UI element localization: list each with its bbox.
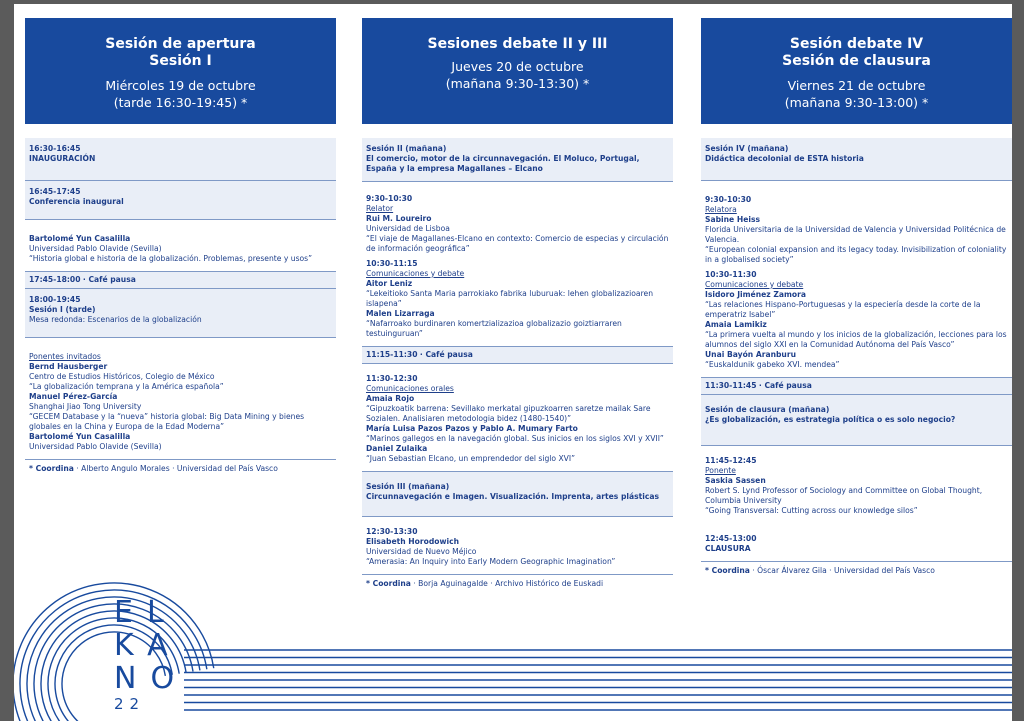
coordinator-text: · Borja Aguinagalde · Archivo Histórico de Euskadi <box>413 579 604 588</box>
speaker-name: Bernd Hausberger <box>29 362 108 371</box>
session2-block <box>362 138 673 182</box>
speaker-institution: Universidad Pablo Olavide (Sevilla) <box>29 442 162 451</box>
coordinator-text: · Alberto Angulo Morales · Universidad del País Vasco <box>76 464 278 473</box>
role-label: Comunicaciones y debate <box>705 280 804 289</box>
coordinator-label: * Coordina <box>705 566 750 575</box>
role-label: Ponentes invitados <box>29 352 101 361</box>
logo-line-4: 22 <box>114 695 146 713</box>
speaker-institution: Florida Universitaria de la Universidad de Valencia y Universidad Politécnica de Valencia. <box>705 225 1006 244</box>
speaker-name: Aitor Leniz <box>366 279 413 288</box>
coordinator-line <box>25 460 336 478</box>
speaker-institution: Centro de Estudios Históricos, Colegio de México <box>29 372 215 381</box>
speaker-name: Bartolomé Yun Casalilla <box>29 234 131 243</box>
day2-date: Jueves 20 de octubre <box>451 59 584 74</box>
block-title: Sesión II (mañana) <box>366 144 447 153</box>
block-time: 10:30-11:30 <box>705 270 757 279</box>
speaker-institution: Shanghai Jiao Tong University <box>29 402 142 411</box>
block-description: Circunnavegación e Imagen. Visualización. Imprenta, artes plásticas <box>366 492 660 501</box>
block-title: · Café pausa <box>758 381 812 390</box>
speaker-institution: Robert S. Lynd Professor of Sociology and Committee on Global Thought, Columbia University <box>705 486 983 505</box>
speaker-name: María Luisa Pazos Pazos y Pablo A. Mumary Farto <box>366 424 578 433</box>
talk-title: “Going Transversal: Cutting across our knowledge silos” <box>705 506 918 515</box>
block-title: · Café pausa <box>82 275 136 284</box>
block-title: Sesión III (mañana) <box>366 482 450 491</box>
role-label: Ponente <box>705 466 736 475</box>
day2-header <box>362 18 673 124</box>
logo-line-2: KA <box>114 628 182 663</box>
block-title: Sesión de clausura (mañana) <box>705 405 830 414</box>
speaker-name: Elisabeth Horodowich <box>366 537 460 546</box>
speaker-institution: Universidad de Lisboa <box>366 224 450 233</box>
coffee-break-block <box>25 272 336 289</box>
coordinator-label: * Coordina <box>29 464 74 473</box>
closing-session-block <box>701 395 1012 446</box>
role-label: Relator <box>366 204 394 213</box>
block-time: 17:45-18:00 <box>29 275 81 284</box>
speaker-name: Amaia Lamikiz <box>705 320 767 329</box>
coordinator-label: * Coordina <box>366 579 411 588</box>
day3-title: Sesión debate IV <box>789 36 924 52</box>
talk-title: “La primera vuelta al mundo y los inicios de la globalización, lecciones para los alumnos del siglo XXI en la Comunidad Autónoma del País Vasco” <box>705 330 1007 349</box>
inauguration-block <box>25 138 336 181</box>
talk-title: “Gipuzkoatik barrena: Sevillako merkatal gipuzkoarren saretze mailak Sare Sozialen. Analisiaren metodologia bidez (1480-1540)” <box>366 404 651 423</box>
block-time: 10:30-11:15 <box>366 259 418 268</box>
keynote-speaker-block <box>25 220 336 272</box>
block-time: 12:30-13:30 <box>366 527 418 536</box>
talk-title: “Historia global e historia de la globalización. Problemas, presente y usos” <box>29 254 313 263</box>
block-description: Mesa redonda: Escenarios de la globalización <box>29 315 202 324</box>
block-time: 11:30-11:45 <box>705 381 757 390</box>
coffee-break-block <box>701 378 1012 395</box>
keynote-block <box>25 181 336 220</box>
speaker-institution: Universidad de Nuevo Méjico <box>366 547 477 556</box>
logo-line-1: EL <box>114 595 178 630</box>
role-label: Comunicaciones y debate <box>366 269 465 278</box>
relatora-block <box>701 181 1012 378</box>
speaker-institution: Universidad Pablo Olavide (Sevilla) <box>29 244 162 253</box>
day3-header <box>701 18 1012 124</box>
block-time: 11:15-11:30 <box>366 350 418 359</box>
oral-communications-block <box>362 364 673 472</box>
speaker-name: Daniel Zulaika <box>366 444 428 453</box>
day1-time: (tarde 16:30-19:45) * <box>113 95 248 110</box>
session4-block <box>701 138 1012 181</box>
block-title: · Café pausa <box>419 350 473 359</box>
day3-date: Viernes 21 de octubre <box>787 78 926 93</box>
speaker-name: Malen Lizarraga <box>366 309 435 318</box>
block-title: Conferencia inaugural <box>29 197 124 206</box>
day1-date: Miércoles 19 de octubre <box>105 78 256 93</box>
relator-block <box>362 182 673 347</box>
block-time: 18:00-19:45 <box>29 295 81 304</box>
block-description: ¿Es globalización, es estrategia política o es solo negocio? <box>705 415 956 424</box>
coordinator-text: · Óscar Álvarez Gila · Universidad del País Vasco <box>752 566 935 575</box>
block-title: Sesión I (tarde) <box>29 305 96 314</box>
block-time: 9:30-10:30 <box>705 195 752 204</box>
talk-title: “Marinos gallegos en la navegación global. Sus inicios en los siglos XVI y XVII” <box>366 434 664 443</box>
program-sheet <box>14 4 1012 721</box>
block-title: Sesión IV (mañana) <box>705 144 789 153</box>
talk-title: “Nafarroako burdinaren komertzializazioa globalizazio goiztiarraren testuinguruan” <box>366 319 622 338</box>
day3-time: (mañana 9:30-13:00) * <box>784 95 929 110</box>
speaker-name: Sabine Heiss <box>705 215 760 224</box>
talk-title: “GECEM Database y la “nueva” historia global: Big Data Mining y bienes globales en la China y Europa de la Edad Moderna” <box>29 412 305 431</box>
talk-title: “El viaje de Magallanes-Elcano en contexto: Comercio de especias y circulación de información geográfica” <box>366 234 669 253</box>
day1-header <box>25 18 336 124</box>
day2-title: Sesiones debate II y III <box>427 36 608 52</box>
speaker-name: Unai Bayón Aranburu <box>705 350 796 359</box>
talk-title: “Lekeitioko Santa Maria parrokiako fabrika luburuak: lehen globalizazioaren islapena” <box>366 289 654 308</box>
block-time: 16:45-17:45 <box>29 187 81 196</box>
talk-title: “La globalización temprana y la América española” <box>29 382 224 391</box>
speaker-name: Saskia Sassen <box>705 476 766 485</box>
block-title: INAUGURACIÓN <box>29 154 96 163</box>
day1-subtitle: Sesión I <box>149 53 212 69</box>
column-day1 <box>25 18 336 478</box>
day2-time: (mañana 9:30-13:30) * <box>445 76 590 91</box>
talk-title: “Juan Sebastian Elcano, un emprendedor del siglo XVI” <box>366 454 576 463</box>
block-time: 11:45-12:45 <box>705 456 757 465</box>
invited-speakers-block <box>25 338 336 460</box>
logo-line-3: NO <box>114 661 189 696</box>
speaker-name: Amaia Rojo <box>366 394 415 403</box>
speaker-name: Manuel Pérez-García <box>29 392 118 401</box>
speaker-name: Rui M. Loureiro <box>366 214 432 223</box>
session1-block <box>25 289 336 338</box>
talk-title: “Euskaldunik gabeko XVI. mendea” <box>705 360 840 369</box>
coffee-break-block <box>362 347 673 364</box>
block-description: Didáctica decolonial de ESTA historia <box>705 154 864 163</box>
talk-title: “Amerasia: An Inquiry into Early Modern Geographic Imagination” <box>366 557 616 566</box>
column-day2 <box>362 18 673 593</box>
block-title: CLAUSURA <box>705 544 751 553</box>
talk-title: “Las relaciones Hispano-Portuguesas y la especiería desde la corte de la emperatriz Isabel” <box>705 300 981 319</box>
block-time: 16:30-16:45 <box>29 144 81 153</box>
speaker-name: Bartolomé Yun Casalilla <box>29 432 131 441</box>
day1-title: Sesión de apertura <box>105 36 256 52</box>
talk-title: “European colonial expansion and its legacy today. Invisibilization of coloniality in a globalised society” <box>705 245 1007 264</box>
role-label: Relatora <box>705 205 737 214</box>
block-time: 9:30-10:30 <box>366 194 413 203</box>
day3-subtitle: Sesión de clausura <box>782 53 931 69</box>
column-day3 <box>701 18 1012 580</box>
block-time: 12:45-13:00 <box>705 534 757 543</box>
elcano-logo <box>114 596 188 713</box>
block-time: 11:30-12:30 <box>366 374 418 383</box>
block-description: El comercio, motor de la circunnavegación. El Moluco, Portugal, España y la empresa Magallanes – Elcano <box>366 154 640 173</box>
speaker-name: Isidoro Jiménez Zamora <box>705 290 806 299</box>
session3-block <box>362 472 673 517</box>
role-label: Comunicaciones orales <box>366 384 454 393</box>
